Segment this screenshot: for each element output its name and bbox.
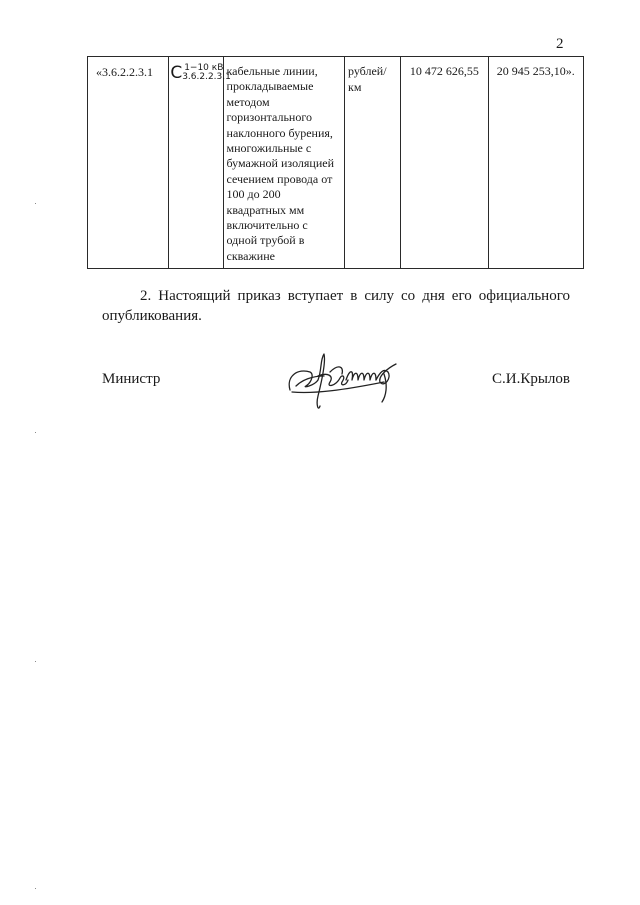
margin-dot xyxy=(35,432,36,433)
paragraph-line-2: опубликования. xyxy=(102,308,202,324)
page-number: 2 xyxy=(556,36,564,52)
cell-value-2: 20 945 253,10». xyxy=(488,57,583,269)
cell-description: кабельные линии, прокладываемые методом горизонтального наклонного бурения, многожильные с бумажной изоляцией сечением провода от 100 до 200 квадратных мм включительно с одной трубой в скважине xyxy=(223,57,344,269)
minister-title: Министр xyxy=(102,371,161,387)
table-row xyxy=(88,57,584,269)
symbol-superscript: 1−10 кВ xyxy=(184,63,224,73)
handwritten-signature xyxy=(284,346,410,416)
cell-code: «3.6.2.2.3.1 xyxy=(88,57,169,269)
margin-dot xyxy=(35,661,36,662)
margin-dot xyxy=(35,888,36,889)
order-paragraph xyxy=(102,286,570,326)
margin-dot xyxy=(35,203,36,204)
cell-value-1: 10 472 626,55 xyxy=(401,57,488,269)
minister-name: С.И.Крылов xyxy=(492,371,570,387)
symbol-subscript: 3.6.2.2.3.1 xyxy=(182,72,231,82)
paragraph-line-1: 2. Настоящий приказ вступает в силу со дня его официального xyxy=(140,288,570,304)
cell-symbol xyxy=(169,57,231,269)
signature-block xyxy=(102,340,570,420)
rate-symbol xyxy=(170,63,231,83)
symbol-scripts xyxy=(182,64,231,82)
tariff-table xyxy=(87,56,584,269)
cell-unit: рублей/ км xyxy=(345,57,401,269)
symbol-base: C xyxy=(170,63,183,83)
